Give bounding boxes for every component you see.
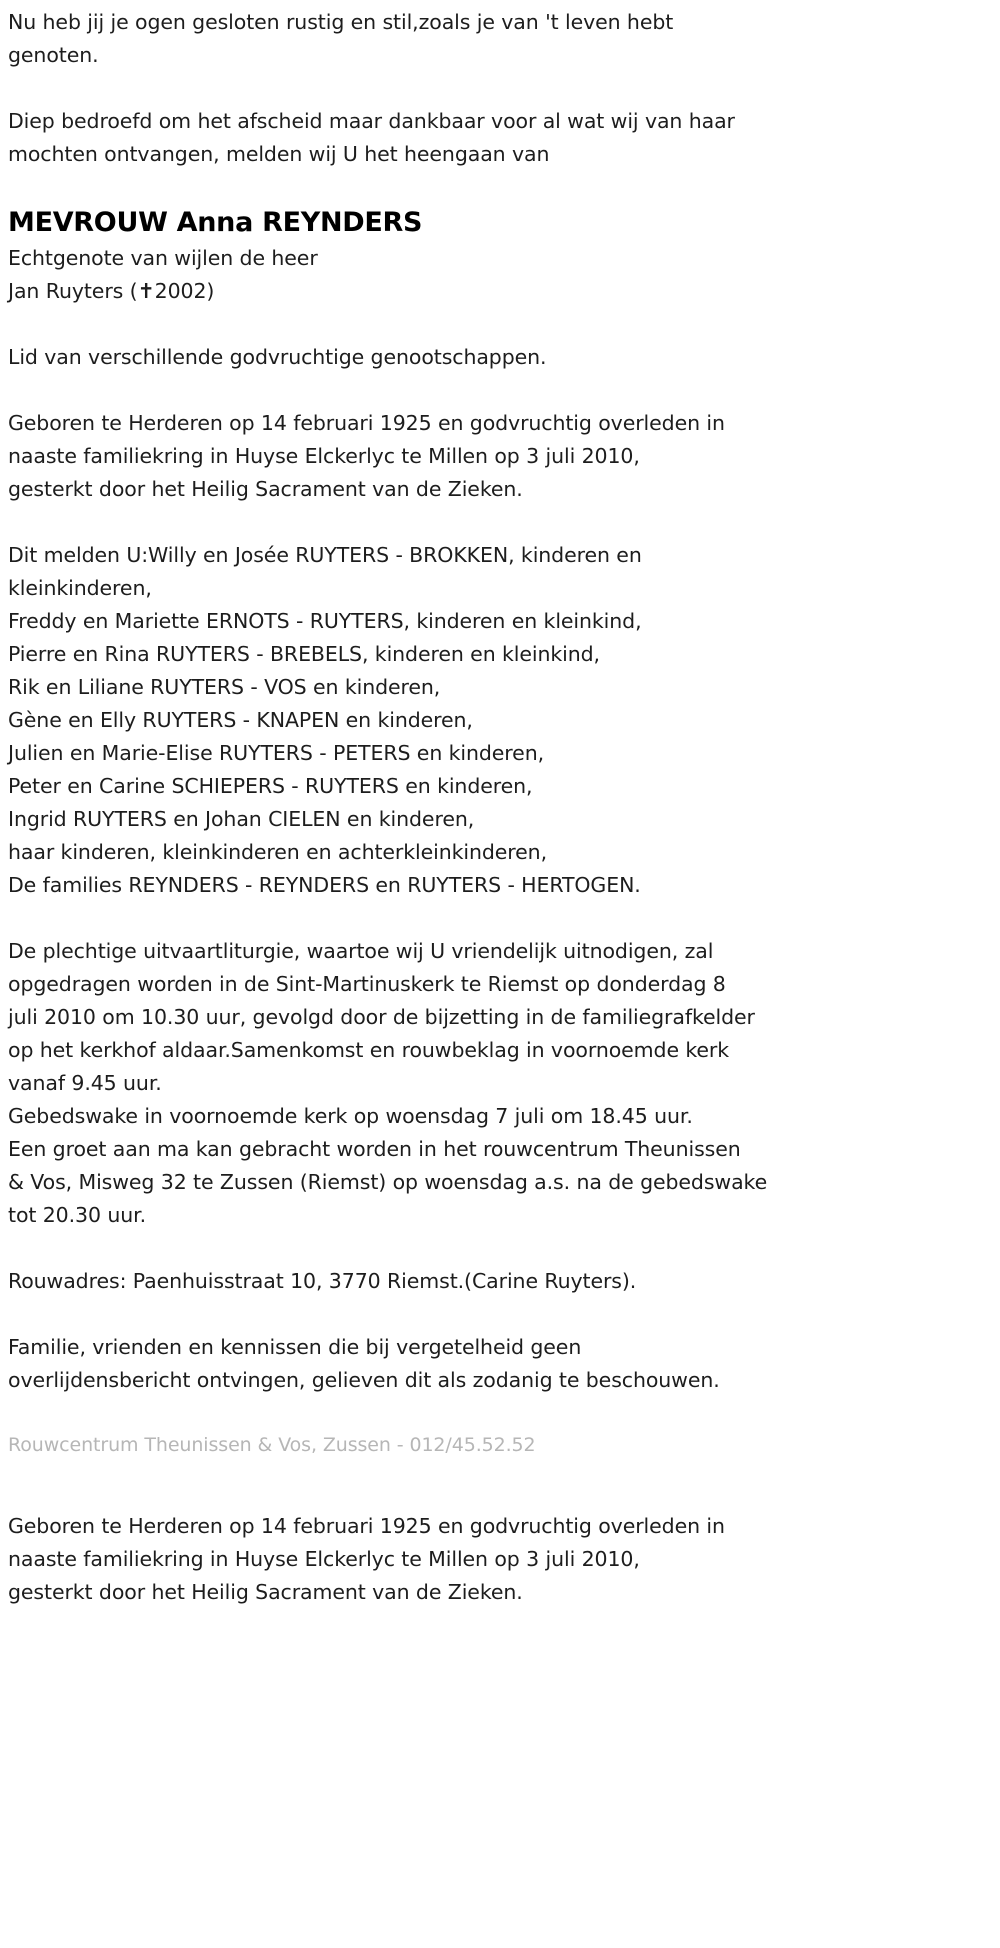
birth-death-line: Geboren te Herderen op 14 februari 1925 en godvruchtig overleden in bbox=[8, 411, 725, 435]
spacer bbox=[8, 1461, 990, 1494]
repeat-birth-death-line: naaste familiekring in Huyse Elckerlyc te Millen op 3 juli 2010, bbox=[8, 1547, 640, 1571]
spacer bbox=[8, 1494, 990, 1510]
birth-death-line: gesterkt door het Heilig Sacrament van de Zieken. bbox=[8, 477, 523, 501]
mourning-address-line: Rouwadres: Paenhuisstraat 10, 3770 Riemst.(Carine Ruyters). bbox=[8, 1269, 637, 1293]
spacer bbox=[8, 374, 990, 407]
funeral-line: juli 2010 om 10.30 uur, gevolgd door de bijzetting in de familiegrafkelder bbox=[8, 1005, 755, 1029]
spacer bbox=[8, 902, 990, 935]
surviving-family-list bbox=[8, 539, 808, 902]
family-line: Dit melden U:Willy en Josée RUYTERS - BROKKEN, kinderen en bbox=[8, 543, 642, 567]
family-line: Gène en Elly RUYTERS - KNAPEN en kinderen, bbox=[8, 708, 473, 732]
announcement-text bbox=[8, 105, 808, 171]
spacer bbox=[8, 1298, 990, 1331]
funeral-line: tot 20.30 uur. bbox=[8, 1203, 146, 1227]
spacer bbox=[8, 1232, 990, 1265]
spacer bbox=[8, 72, 990, 105]
funeral-line: op het kerkhof aldaar.Samenkomst en rouwbeklag in voornoemde kerk bbox=[8, 1038, 730, 1062]
family-line: kleinkinderen, bbox=[8, 576, 152, 600]
funeral-line: opgedragen worden in de Sint-Martinuskerk te Riemst op donderdag 8 bbox=[8, 972, 726, 996]
repeat-birth-death-line: gesterkt door het Heilig Sacrament van de Zieken. bbox=[8, 1580, 523, 1604]
family-line: De families REYNDERS - REYNDERS en RUYTERS - HERTOGEN. bbox=[8, 873, 641, 897]
funeral-line: Een groet aan ma kan gebracht worden in het rouwcentrum Theunissen bbox=[8, 1137, 741, 1161]
membership-text bbox=[8, 341, 808, 374]
membership-line: Lid van verschillende godvruchtige genootschappen. bbox=[8, 345, 547, 369]
notice-line: overlijdensbericht ontvingen, gelieven dit als zodanig te beschouwen. bbox=[8, 1368, 720, 1392]
family-line: Peter en Carine SCHIEPERS - RUYTERS en kinderen, bbox=[8, 774, 533, 798]
family-line: Pierre en Rina RUYTERS - BREBELS, kinderen en kleinkind, bbox=[8, 642, 600, 666]
dagger-icon: ✝ bbox=[137, 279, 155, 303]
family-line: haar kinderen, kleinkinderen en achterkleinkinderen, bbox=[8, 840, 547, 864]
spouse-name-prefix: Jan Ruyters ( bbox=[8, 279, 138, 303]
spacer bbox=[8, 308, 990, 341]
announcement-line: mochten ontvangen, melden wij U het heengaan van bbox=[8, 142, 550, 166]
memorial-poem bbox=[8, 6, 808, 72]
family-line: Rik en Liliane RUYTERS - VOS en kinderen, bbox=[8, 675, 441, 699]
spacer bbox=[8, 171, 990, 204]
family-line: Julien en Marie-Elise RUYTERS - PETERS en kinderen, bbox=[8, 741, 545, 765]
repeat-birth-death-line: Geboren te Herderen op 14 februari 1925 en godvruchtig overleden in bbox=[8, 1514, 725, 1538]
spouse-name-line bbox=[8, 275, 808, 308]
funeral-home-credit: Rouwcentrum Theunissen & Vos, Zussen - 012/45.52.52 bbox=[8, 1434, 536, 1456]
announcement-line: Diep bedroefd om het afscheid maar dankbaar voor al wat wij van haar bbox=[8, 109, 735, 133]
spouse-intro-line: Echtgenote van wijlen de heer bbox=[8, 246, 318, 270]
spouse-info bbox=[8, 242, 808, 308]
notice-line: Familie, vrienden en kennissen die bij vergetelheid geen bbox=[8, 1335, 582, 1359]
funeral-line: Gebedswake in voornoemde kerk op woensdag 7 juli om 18.45 uur. bbox=[8, 1104, 693, 1128]
spacer bbox=[8, 1397, 990, 1430]
general-notice bbox=[8, 1331, 808, 1397]
deceased-name: MEVROUW Anna REYNDERS bbox=[8, 207, 423, 238]
family-line: Ingrid RUYTERS en Johan CIELEN en kinderen, bbox=[8, 807, 475, 831]
funeral-line: De plechtige uitvaartliturgie, waartoe wij U vriendelijk uitnodigen, zal bbox=[8, 939, 714, 963]
poem-line: genoten. bbox=[8, 43, 99, 67]
repeated-birth-death-info bbox=[8, 1510, 808, 1609]
spacer bbox=[8, 506, 990, 539]
funeral-service-details bbox=[8, 935, 808, 1232]
mourning-address bbox=[8, 1265, 808, 1298]
funeral-line: & Vos, Misweg 32 te Zussen (Riemst) op woensdag a.s. na de gebedswake bbox=[8, 1170, 768, 1194]
poem-line: Nu heb jij je ogen gesloten rustig en stil,zoals je van 't leven hebt bbox=[8, 10, 674, 34]
birth-death-line: naaste familiekring in Huyse Elckerlyc te Millen op 3 juli 2010, bbox=[8, 444, 640, 468]
birth-death-info bbox=[8, 407, 808, 506]
spouse-name-suffix: 2002) bbox=[154, 279, 215, 303]
family-line: Freddy en Mariette ERNOTS - RUYTERS, kinderen en kleinkind, bbox=[8, 609, 642, 633]
funeral-line: vanaf 9.45 uur. bbox=[8, 1071, 162, 1095]
